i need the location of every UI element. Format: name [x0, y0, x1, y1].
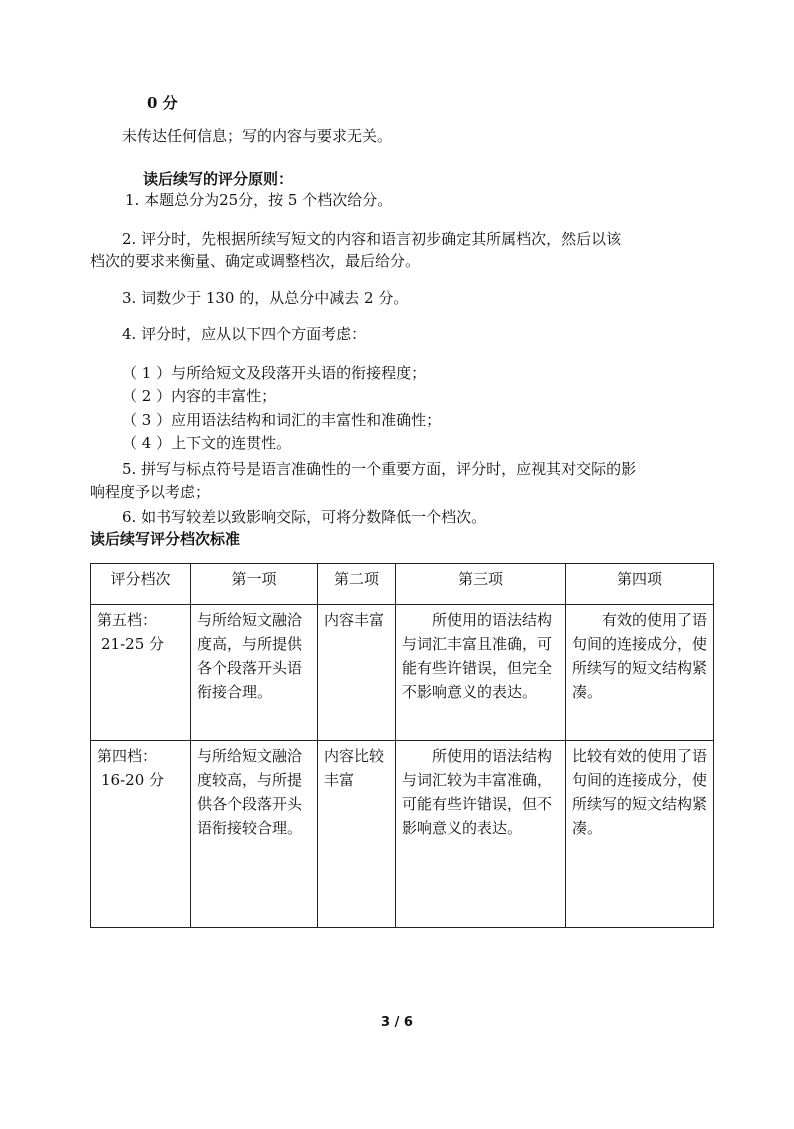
- table-header-row: [91, 564, 714, 605]
- header-grade: 评分档次: [91, 564, 191, 605]
- principle-item-1: 1. 本题总分为25分，按 5 个档次给分。: [125, 191, 393, 209]
- item4-cell: 有效的使用了语句间的连接成分，使所续写的短文结构紧凑。: [566, 605, 714, 741]
- item3-cell: 所使用的语法结构与词汇较为丰富准确，可能有些许错误，但不影响意义的表达。: [396, 741, 566, 928]
- principle-item-5: 5. 拼写与标点符号是语言准确性的一个重要方面，评分时，应视其对交际的影: [122, 460, 637, 478]
- grade-cell: [91, 741, 191, 928]
- grade-name: 第四档：: [97, 747, 158, 765]
- grade-range: 16-20 分: [101, 771, 165, 789]
- header-item4: 第四项: [566, 564, 714, 605]
- grade-cell: [91, 605, 191, 741]
- aspect-3: （ 3 ）应用语法结构和词汇的丰富性和准确性；: [122, 411, 442, 429]
- aspect-4: （ 4 ）上下文的连贯性。: [122, 434, 292, 452]
- standards-heading: 读后续写评分档次标准: [90, 530, 241, 548]
- header-item1: 第一项: [191, 564, 318, 605]
- principle-item-3: 3. 词数少于 130 的，从总分中减去 2 分。: [122, 289, 409, 307]
- table-row: [91, 605, 714, 741]
- principle-item-2: 2. 评分时，先根据所续写短文的内容和语言初步确定其所属档次，然后以该: [122, 230, 622, 248]
- grading-standards-table: [90, 563, 714, 928]
- principle-item-4: 4. 评分时，应从以下四个方面考虑：: [122, 325, 367, 343]
- grade-range: 21-25 分: [101, 635, 165, 653]
- principle-item-6: 6. 如书写较差以致影响交际，可将分数降低一个档次。: [122, 508, 487, 526]
- principles-heading: 读后续写的评分原则：: [143, 170, 294, 188]
- grade-name: 第五档：: [97, 611, 158, 629]
- aspect-1: （ 1 ）与所给短文及段落开头语的衔接程度；: [122, 364, 427, 382]
- principle-item-5-cont: 响程度予以考虑；: [90, 483, 211, 501]
- item3-cell: 所使用的语法结构与词汇丰富且准确，可能有些许错误，但完全不影响意义的表达。: [396, 605, 566, 741]
- header-item2: 第二项: [318, 564, 396, 605]
- principle-item-2-cont: 档次的要求来衡量、确定或调整档次，最后给分。: [90, 252, 421, 270]
- header-item3: 第三项: [396, 564, 566, 605]
- item1-cell: 与所给短文融洽度高，与所提供各个段落开头语衔接合理。: [191, 605, 318, 741]
- aspect-2: （ 2 ）内容的丰富性；: [122, 387, 277, 405]
- item4-cell: 比较有效的使用了语句间的连接成分，使所续写的短文结构紧凑。: [566, 741, 714, 928]
- page-number: 3 / 6: [381, 1015, 413, 1030]
- item2-cell: 内容丰富: [318, 605, 396, 741]
- table-row: [91, 741, 714, 928]
- item2-cell: 内容比较丰富: [318, 741, 396, 928]
- score-zero-heading: 0 分: [147, 94, 178, 112]
- item1-cell: 与所给短文融洽度较高，与所提供各个段落开头语衔接较合理。: [191, 741, 318, 928]
- score-zero-description: 未传达任何信息；写的内容与要求无关。: [122, 127, 393, 145]
